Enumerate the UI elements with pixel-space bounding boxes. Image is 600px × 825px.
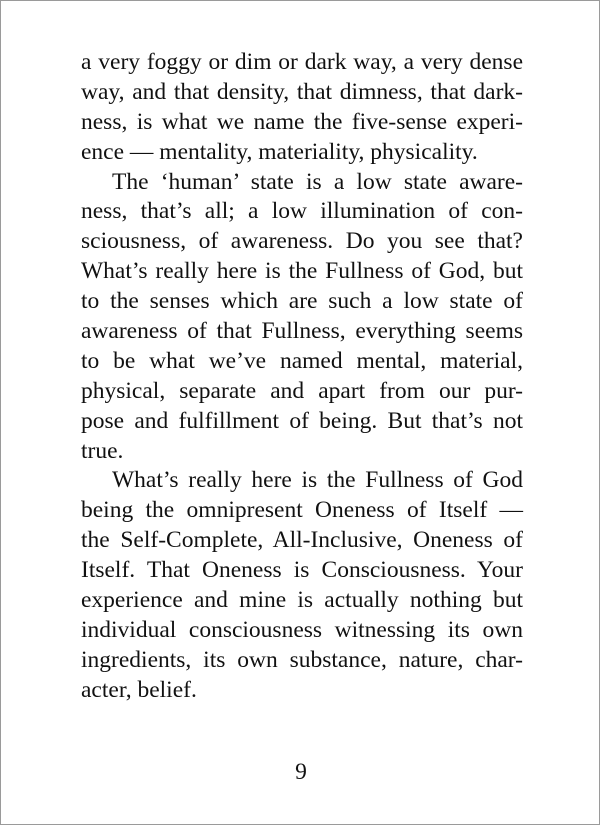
body-text bbox=[81, 48, 523, 706]
text-line: ness, that’s all; a low illumination of con- bbox=[81, 198, 523, 225]
text-line: What’s really here is the Fullness of God, but bbox=[81, 258, 523, 285]
paragraph bbox=[81, 466, 523, 705]
text-line: individual consciousness witnessing its own bbox=[81, 616, 523, 643]
text-line: the Self-Complete, All-Inclusive, Oneness of bbox=[81, 527, 523, 554]
text-line: ingredients, its own substance, nature, char- bbox=[81, 646, 523, 673]
text-line: physical, separate and apart from our pur- bbox=[81, 377, 523, 404]
text-line: way, and that density, that dimness, that dark- bbox=[81, 78, 523, 105]
text-line: sciousness, of awareness. Do you see that? bbox=[81, 228, 523, 255]
text-line: awareness of that Fullness, everything seems bbox=[81, 318, 523, 345]
text-line: The ‘human’ state is a low state aware- bbox=[112, 168, 523, 195]
text-line: pose and fulfillment of being. But that’s not bbox=[81, 407, 523, 434]
paragraph bbox=[81, 168, 523, 467]
text-line: ence — mentality, materiality, physicality. bbox=[81, 138, 478, 165]
text-line: Itself. That Oneness is Consciousness. Your bbox=[81, 557, 523, 584]
text-line: experience and mine is actually nothing but bbox=[81, 587, 523, 614]
paragraph bbox=[81, 48, 523, 168]
page-number: 9 bbox=[295, 759, 307, 785]
text-line: being the omnipresent Oneness of Itself — bbox=[81, 497, 523, 524]
text-line: a very foggy or dim or dark way, a very dense bbox=[81, 49, 523, 75]
text-line: to the senses which are such a low state of bbox=[81, 288, 523, 315]
text-line: ness, is what we name the five-sense experi- bbox=[81, 108, 523, 135]
text-line: acter, belief. bbox=[81, 676, 197, 703]
text-line: true. bbox=[81, 437, 124, 464]
text-line: What’s really here is the Fullness of God bbox=[112, 467, 523, 494]
text-line: to be what we’ve named mental, material, bbox=[81, 347, 523, 374]
